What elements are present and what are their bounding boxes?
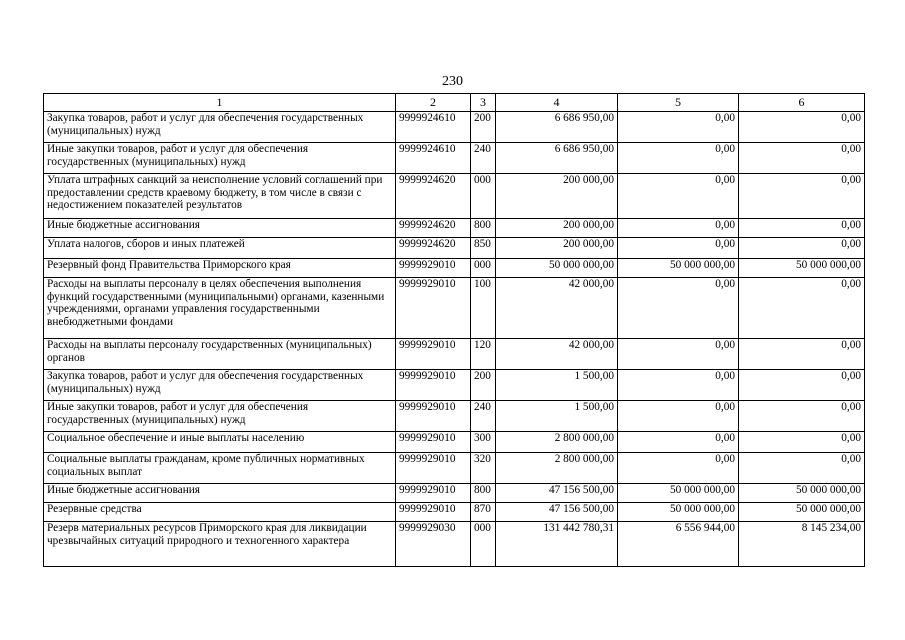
row-amount-3: 50 000 000,00: [739, 259, 865, 278]
row-amount-3: 0,00: [739, 143, 865, 174]
row-expense-type: 000: [471, 174, 496, 219]
row-expense-type: 000: [471, 522, 496, 567]
row-amount-1: 200 000,00: [496, 238, 618, 259]
row-expense-type: 100: [471, 278, 496, 339]
row-target-article: 9999929010: [396, 503, 471, 522]
row-target-article: 9999924620: [396, 174, 471, 219]
row-name: Резерв материальных ресурсов Приморского края для ликвидации чрезвычайных ситуаций природного и техногенного характера: [44, 522, 396, 567]
row-amount-1: 1 500,00: [496, 401, 618, 432]
row-amount-3: 0,00: [739, 339, 865, 370]
row-target-article: 9999929010: [396, 432, 471, 453]
row-target-article: 9999929010: [396, 278, 471, 339]
row-expense-type: 870: [471, 503, 496, 522]
row-name: Уплата налогов, сборов и иных платежей: [44, 238, 396, 259]
row-amount-3: 0,00: [739, 401, 865, 432]
row-amount-1: 6 686 950,00: [496, 112, 618, 143]
table-row: [44, 401, 865, 432]
table-row: [44, 278, 865, 339]
row-amount-3: 50 000 000,00: [739, 484, 865, 503]
table-row: [44, 219, 865, 238]
row-amount-2: 50 000 000,00: [618, 484, 739, 503]
row-amount-3: 0,00: [739, 278, 865, 339]
row-expense-type: 120: [471, 339, 496, 370]
row-name: Уплата штрафных санкций за неисполнение условий соглашений при предоставлении средств краевому бюджету, в том числе в связи с недостижением показателей результатов: [44, 174, 396, 219]
row-amount-1: 47 156 500,00: [496, 484, 618, 503]
row-name: Резервные средства: [44, 503, 396, 522]
page-number: 230: [442, 74, 463, 89]
row-amount-2: 0,00: [618, 278, 739, 339]
row-amount-2: 0,00: [618, 370, 739, 401]
row-amount-1: 2 800 000,00: [496, 432, 618, 453]
row-expense-type: 240: [471, 143, 496, 174]
table-row: [44, 339, 865, 370]
row-amount-3: 0,00: [739, 174, 865, 219]
row-name: Иные закупки товаров, работ и услуг для обеспечения государственных (муниципальных) нужд: [44, 143, 396, 174]
row-name: Иные закупки товаров, работ и услуг для обеспечения государственных (муниципальных) нужд: [44, 401, 396, 432]
table-row: [44, 432, 865, 453]
row-name: Иные бюджетные ассигнования: [44, 484, 396, 503]
row-amount-1: 1 500,00: [496, 370, 618, 401]
row-amount-2: 0,00: [618, 238, 739, 259]
row-amount-2: 0,00: [618, 453, 739, 484]
row-name: Иные бюджетные ассигнования: [44, 219, 396, 238]
row-amount-3: 50 000 000,00: [739, 503, 865, 522]
table-row: [44, 238, 865, 259]
row-amount-2: 0,00: [618, 112, 739, 143]
row-amount-3: 0,00: [739, 453, 865, 484]
table-row: [44, 143, 865, 174]
row-amount-3: 0,00: [739, 432, 865, 453]
row-amount-1: 2 800 000,00: [496, 453, 618, 484]
budget-table: [43, 93, 865, 567]
row-amount-2: 0,00: [618, 174, 739, 219]
row-amount-2: 0,00: [618, 401, 739, 432]
row-name: Расходы на выплаты персоналу в целях обеспечения выполнения функций государственными (муниципальными) органами, казенными учреждениями, органами управления государственными внебюджетными фондами: [44, 278, 396, 339]
row-name: Расходы на выплаты персоналу государственных (муниципальных) органов: [44, 339, 396, 370]
table-row: [44, 370, 865, 401]
row-amount-3: 0,00: [739, 112, 865, 143]
row-name: Закупка товаров, работ и услуг для обеспечения государственных (муниципальных) нужд: [44, 370, 396, 401]
column-header-name: 1: [44, 94, 396, 112]
row-name: Социальное обеспечение и иные выплаты населению: [44, 432, 396, 453]
row-amount-3: 8 145 234,00: [739, 522, 865, 567]
row-expense-type: 320: [471, 453, 496, 484]
row-amount-1: 42 000,00: [496, 339, 618, 370]
row-expense-type: 800: [471, 484, 496, 503]
row-amount-1: 50 000 000,00: [496, 259, 618, 278]
table-row: [44, 522, 865, 567]
row-expense-type: 200: [471, 112, 496, 143]
row-expense-type: 000: [471, 259, 496, 278]
row-amount-3: 0,00: [739, 238, 865, 259]
row-amount-2: 50 000 000,00: [618, 259, 739, 278]
row-name: Резервный фонд Правительства Приморского края: [44, 259, 396, 278]
table-row: [44, 453, 865, 484]
table-row: [44, 484, 865, 503]
row-target-article: 9999924620: [396, 238, 471, 259]
row-name: Социальные выплаты гражданам, кроме публичных нормативных социальных выплат: [44, 453, 396, 484]
row-amount-1: 47 156 500,00: [496, 503, 618, 522]
row-amount-3: 0,00: [739, 219, 865, 238]
row-expense-type: 200: [471, 370, 496, 401]
row-target-article: 9999924610: [396, 143, 471, 174]
row-name: Закупка товаров, работ и услуг для обеспечения государственных (муниципальных) нужд: [44, 112, 396, 143]
row-target-article: 9999929010: [396, 339, 471, 370]
column-header-amount-3: 6: [739, 94, 865, 112]
row-amount-2: 0,00: [618, 219, 739, 238]
row-target-article: 9999929010: [396, 370, 471, 401]
row-amount-1: 42 000,00: [496, 278, 618, 339]
table-header-row: [44, 94, 865, 112]
table-row: [44, 259, 865, 278]
row-amount-1: 200 000,00: [496, 219, 618, 238]
row-amount-3: 0,00: [739, 370, 865, 401]
row-amount-2: 0,00: [618, 432, 739, 453]
row-target-article: 9999924620: [396, 219, 471, 238]
row-target-article: 9999929010: [396, 401, 471, 432]
row-expense-type: 300: [471, 432, 496, 453]
row-target-article: 9999929010: [396, 259, 471, 278]
row-expense-type: 240: [471, 401, 496, 432]
table-row: [44, 503, 865, 522]
column-header-amount-1: 4: [496, 94, 618, 112]
row-target-article: 9999929010: [396, 453, 471, 484]
row-amount-2: 0,00: [618, 143, 739, 174]
row-amount-1: 131 442 780,31: [496, 522, 618, 567]
table-row: [44, 112, 865, 143]
row-expense-type: 850: [471, 238, 496, 259]
column-header-amount-2: 5: [618, 94, 739, 112]
row-amount-1: 200 000,00: [496, 174, 618, 219]
column-header-target-article: 2: [396, 94, 471, 112]
row-expense-type: 800: [471, 219, 496, 238]
row-amount-2: 0,00: [618, 339, 739, 370]
row-amount-2: 50 000 000,00: [618, 503, 739, 522]
row-target-article: 9999924610: [396, 112, 471, 143]
table-row: [44, 174, 865, 219]
column-header-expense-type: 3: [471, 94, 496, 112]
row-amount-2: 6 556 944,00: [618, 522, 739, 567]
row-target-article: 9999929010: [396, 484, 471, 503]
row-target-article: 9999929030: [396, 522, 471, 567]
row-amount-1: 6 686 950,00: [496, 143, 618, 174]
